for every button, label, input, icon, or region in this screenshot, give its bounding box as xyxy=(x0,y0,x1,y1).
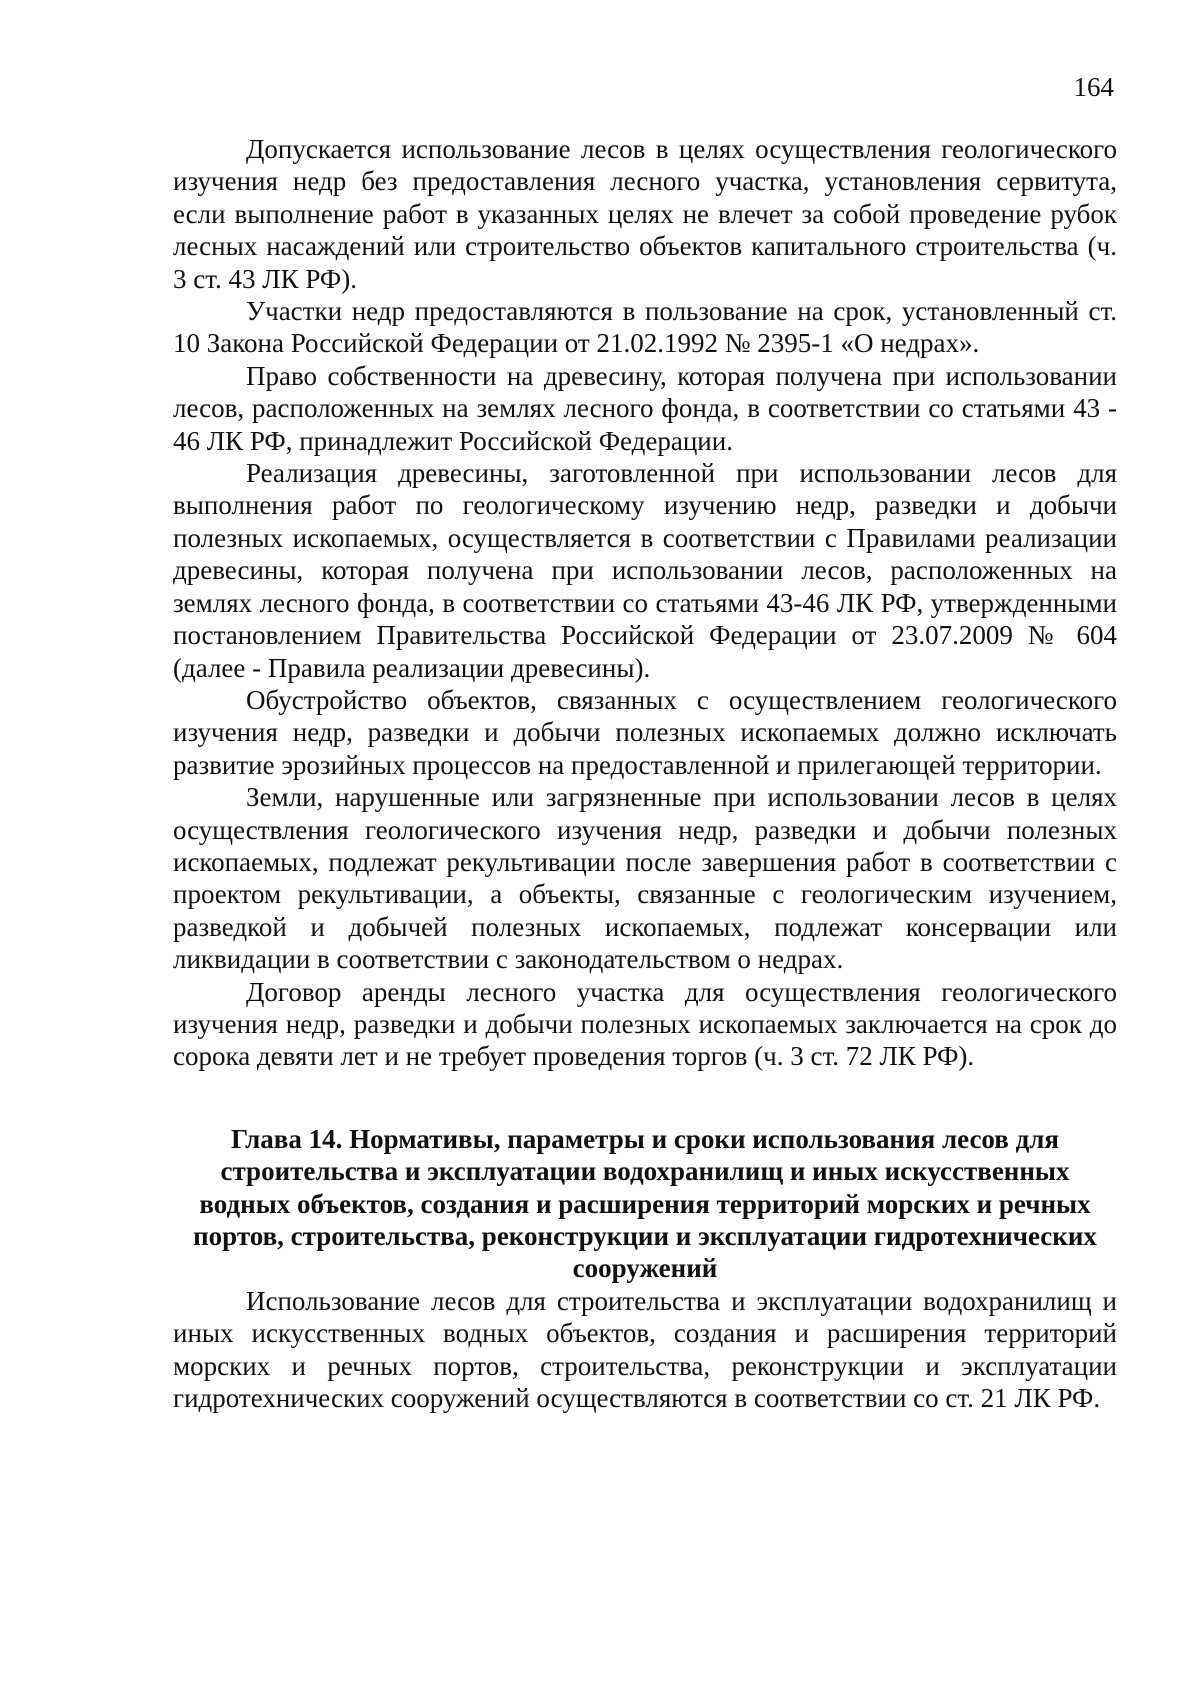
paragraph-erosion: Обустройство объектов, связанных с осуществлением геологического изучения недр, разведки и добычи полезных ископаемых должно исключать развитие эрозийных процессов на предоставленной и прилегающей территории. xyxy=(173,684,1117,780)
paragraph-reclamation: Земли, нарушенные или загрязненные при использовании лесов в целях осуществления геологического изучения недр, разведки и добычи полезных ископаемых, подлежат рекультивации после завершения работ в соответствии с проектом рекультивации, а объекты, связанные с геологическим изучением, разведкой и добычей полезных ископаемых, подлежат консервации или ликвидации в соответствии с законодательством о недрах. xyxy=(173,782,1117,975)
document-body xyxy=(173,133,1117,1414)
paragraph-wood-ownership: Право собственности на древесину, которая получена при использовании лесов, расположенных на землях лесного фонда, в соответствии со статьями 43 - 46 ЛК РФ, принадлежит Российской Федерации. xyxy=(173,360,1117,456)
paragraph-lease-term: Договор аренды лесного участка для осуществления геологического изучения недр, разведки и добычи полезных ископаемых заключается на срок до сорока девяти лет и не требует проведения торгов (ч. 3 ст. 72 ЛК РФ). xyxy=(173,976,1117,1072)
page-number: 164 xyxy=(1073,72,1114,102)
paragraph-reservoir-use: Использование лесов для строительства и эксплуатации водохранилищ и иных искусственных водных объектов, создания и расширения территорий морских и речных портов, строительства, реконструкции и эксплуатации гидротехнических сооружений осуществляются в соответствии со ст. 21 ЛК РФ. xyxy=(173,1285,1117,1414)
paragraph-geological-study: Допускается использование лесов в целях осуществления геологического изучения недр без предоставления лесного участка, установления сервитута, если выполнение работ в указанных целях не влечет за собой проведение рубок лесных насаждений или строительство объектов капитального строительства (ч. 3 ст. 43 ЛК РФ). xyxy=(173,134,1117,294)
chapter-heading: Глава 14. Нормативы, параметры и сроки использования лесов для строительства и эксплуатации водохранилищ и иных искусственных водных объектов, создания и расширения территорий морских и речных портов, строительства, реконструкции и эксплуатации гидротехнических сооружений xyxy=(193,1123,1097,1284)
paragraph-subsoil-term: Участки недр предоставляются в пользование на срок, установленный ст. 10 Закона Российской Федерации от 21.02.1992 № 2395-1 «О недрах». xyxy=(173,296,1117,359)
paragraph-wood-sale: Реализация древесины, заготовленной при использовании лесов для выполнения работ по геологическому изучению недр, разведки и добычи полезных ископаемых, осуществляется в соответствии с Правилами реализации древесины, которая получена при использовании лесов, расположенных на землях лесного фонда, в соответствии со статьями 43-46 ЛК РФ, утвержденными постановлением Правительства Российской Федерации от 23.07.2009 № 604 (далее - Правила реализации древесины). xyxy=(173,458,1117,683)
